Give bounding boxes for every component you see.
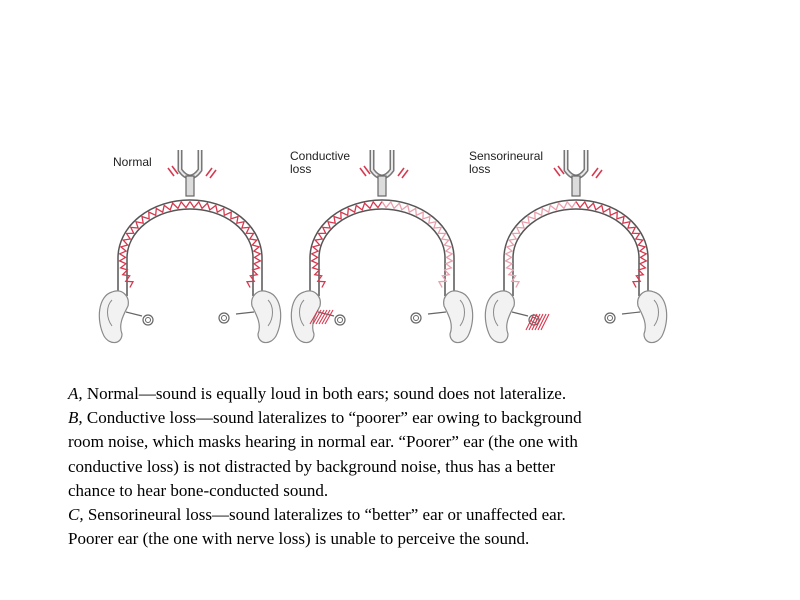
skull-arch: [504, 200, 648, 296]
right-ear-icon: [605, 291, 667, 343]
sound-wave-left: [120, 202, 190, 288]
sound-wave-right: [382, 202, 452, 288]
caption-line: [68, 406, 708, 430]
caption-line: [68, 455, 708, 479]
left-ear-icon: [99, 291, 153, 343]
caption-line: [68, 430, 708, 454]
left-ear-icon: [485, 291, 549, 343]
panel-label-normal: Normal: [113, 155, 152, 169]
caption-line: [68, 527, 708, 551]
caption-text: Sensorineural loss—sound lateralizes to “better” ear or unaffected ear.: [83, 505, 566, 525]
figure-caption: [68, 382, 708, 551]
left-ear-icon: [291, 291, 345, 343]
tuning-fork-icon: [360, 150, 408, 196]
caption-text: conductive loss) is not distracted by background noise, thus has a better: [68, 456, 556, 476]
caption-line: [68, 382, 708, 406]
panel-label-sensorineural: Sensorineural loss: [469, 149, 544, 176]
panel-sensorineural-loss: [485, 150, 666, 343]
caption-text: Normal—sound is equally loud in both ears; sound does not lateralize.: [82, 384, 567, 403]
right-ear-icon: [411, 291, 473, 343]
panel-normal: [99, 150, 280, 343]
sound-wave-right: [576, 202, 646, 288]
sound-wave-left: [506, 202, 576, 288]
caption-letter: C,: [68, 505, 84, 525]
right-ear-icon: [219, 291, 281, 343]
caption-text: Poorer ear (the one with nerve loss) is unable to perceive the sound.: [68, 529, 530, 549]
caption-text: room noise, which masks hearing in normal ear. “Poorer” ear (the one with: [68, 432, 578, 452]
caption-line: [68, 503, 708, 527]
caption-text: Conductive loss—sound lateralizes to “poorer” ear owing to background: [82, 408, 582, 428]
panel-conductive-loss: [291, 150, 472, 343]
caption-letter: A,: [68, 384, 83, 403]
tuning-fork-icon: [554, 150, 602, 196]
caption-line: [68, 479, 708, 503]
skull-arch: [310, 200, 454, 296]
caption-text: chance to hear bone-conducted sound.: [68, 480, 329, 500]
caption-letter: B,: [68, 408, 83, 428]
sound-wave-right: [190, 202, 260, 288]
skull-arch: [118, 200, 262, 296]
tuning-fork-icon: [168, 150, 216, 196]
sound-wave-left: [312, 202, 382, 288]
panel-label-conductive: Conductive loss: [290, 149, 351, 176]
